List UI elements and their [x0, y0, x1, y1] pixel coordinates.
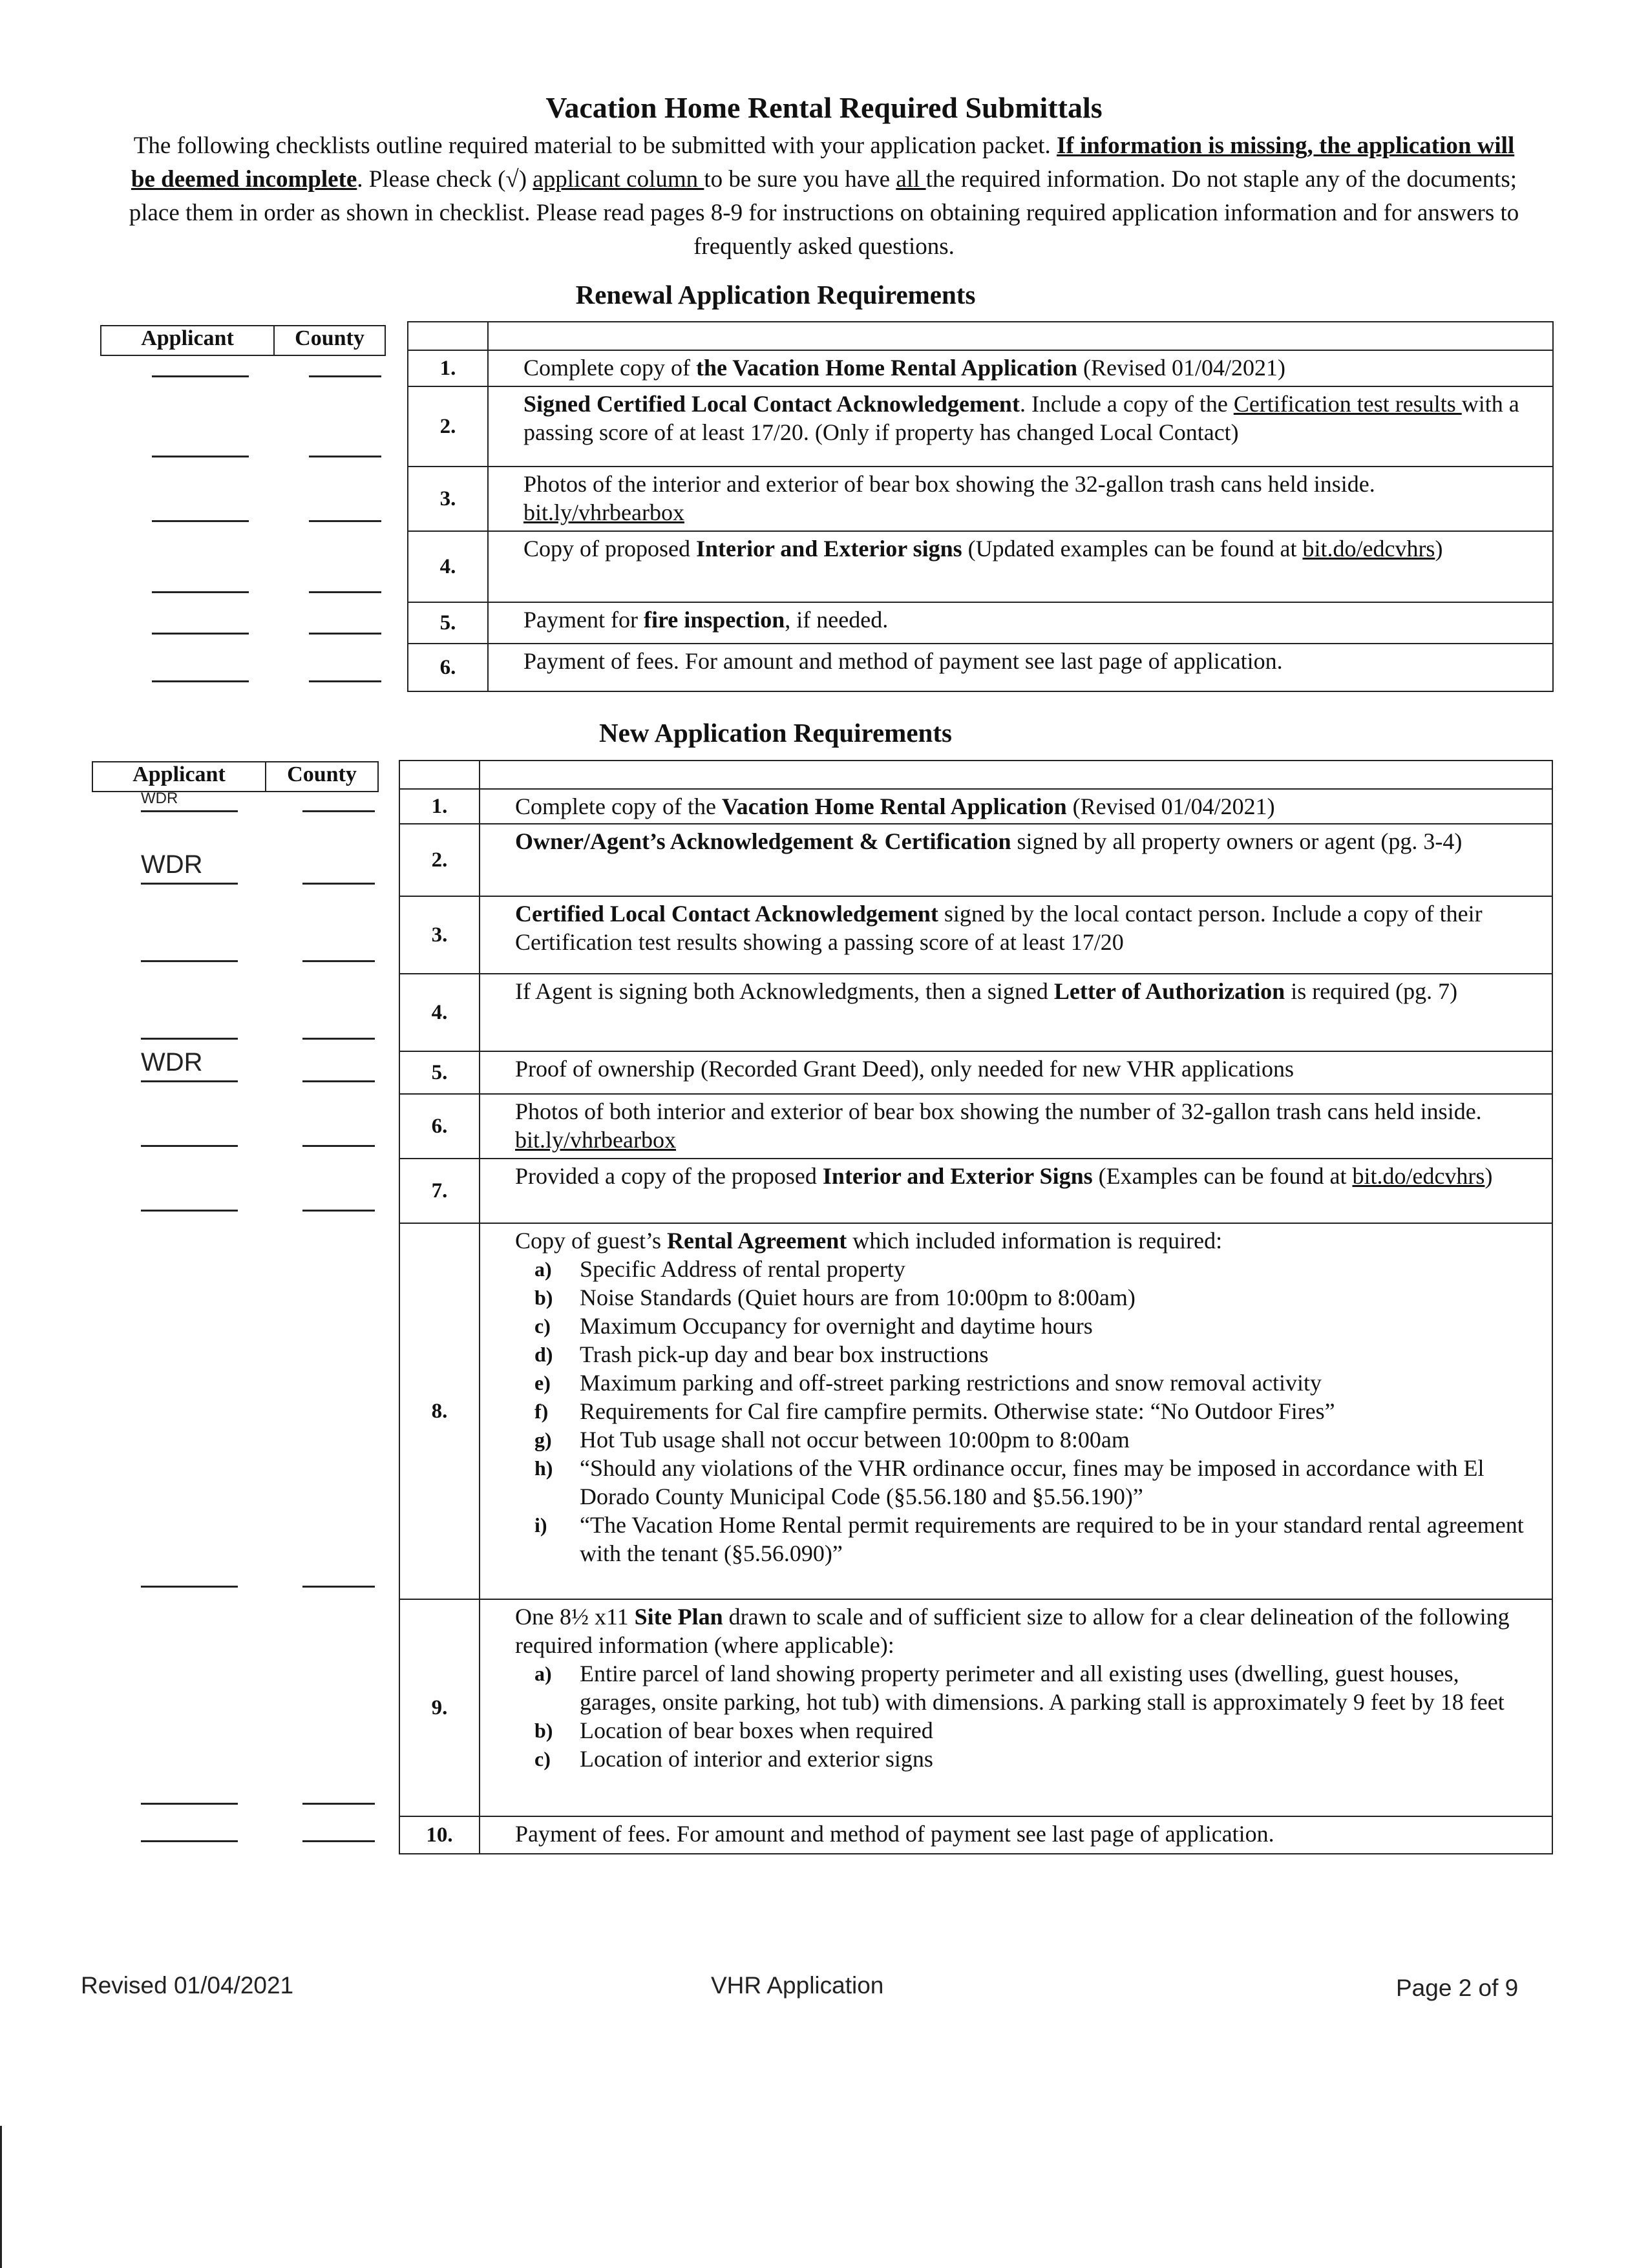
- requirement-main: [515, 1602, 1540, 1659]
- sub-item-list: [515, 1255, 1540, 1568]
- item-text: (Revised 01/04/2021): [1077, 355, 1285, 381]
- underlined-text: Certification test results: [1233, 391, 1462, 417]
- requirement-text: [480, 1816, 1552, 1854]
- requirement-main: [515, 977, 1540, 1005]
- requirement-main: [515, 1820, 1540, 1848]
- item-text: If Agent is signing both Acknowledgments, then a signed: [515, 978, 1054, 1004]
- requirement-main: [523, 605, 1541, 634]
- applicant-check-mark: WDR: [141, 1048, 203, 1076]
- new-column-header: [92, 761, 379, 792]
- county-check-blank[interactable]: [302, 1840, 375, 1842]
- item-text: ): [1435, 536, 1443, 562]
- table-row: [399, 1159, 1552, 1223]
- bold-text: Certified Local Contact Acknowledgement: [515, 901, 938, 927]
- bold-text: Rental Agreement: [667, 1228, 847, 1254]
- county-check-blank[interactable]: [302, 1038, 375, 1040]
- item-text: which included information is required:: [847, 1228, 1223, 1254]
- applicant-check-mark: WDR: [141, 850, 203, 879]
- county-check-blank[interactable]: [309, 456, 381, 457]
- county-column-label: County: [287, 762, 357, 786]
- item-text: (Revised 01/04/2021): [1066, 793, 1275, 819]
- sub-item: [534, 1255, 1540, 1283]
- item-number: 5.: [408, 602, 488, 644]
- item-number: 3.: [408, 467, 488, 531]
- renewal-section-title: Renewal Application Requirements: [575, 280, 976, 310]
- item-text: with a passing score of at least 17/20. (Only if property has changed Local Contact): [523, 391, 1519, 445]
- county-check-blank[interactable]: [302, 1210, 375, 1212]
- county-check-blank[interactable]: [302, 1145, 375, 1147]
- bold-text: Vacation Home Rental Application: [721, 793, 1067, 819]
- sub-item-letter: g): [534, 1428, 552, 1451]
- item-text: Payment of fees. For amount and method of payment see last page of application.: [515, 1821, 1274, 1847]
- applicant-check-blank[interactable]: [141, 1145, 238, 1147]
- sub-item: [534, 1511, 1540, 1568]
- item-number: 2.: [408, 386, 488, 467]
- sub-item-text: “Should any violations of the VHR ordinance occur, fines may be imposed in accordance with El Dorado County Municipal Code (§5.56.180 and §5.56.190)”: [580, 1455, 1484, 1509]
- text-header-cell: [488, 322, 1553, 350]
- applicant-column-label: Applicant: [93, 762, 266, 791]
- item-text: One 8½ x11: [515, 1604, 635, 1630]
- applicant-check-mark: WDR: [141, 790, 178, 807]
- requirement-text: [480, 1159, 1552, 1223]
- intro-text-1: The following checklists outline required material to be submitted with your application packet.: [133, 132, 1057, 159]
- requirement-main: [523, 390, 1541, 446]
- requirement-text: [488, 531, 1553, 602]
- item-text: Complete copy of the: [515, 793, 722, 819]
- county-check-blank[interactable]: [302, 1080, 375, 1082]
- applicant-check-blank[interactable]: [141, 1210, 238, 1212]
- underlined-text: bit.do/edcvhrs: [1302, 536, 1435, 562]
- item-number: 7.: [399, 1159, 480, 1223]
- item-number: 5.: [399, 1051, 480, 1094]
- sub-item-letter: a): [534, 1257, 552, 1281]
- item-text: signed by all property owners or agent (pg. 3-4): [1011, 828, 1463, 854]
- applicant-check-blank[interactable]: [141, 1080, 238, 1082]
- bold-text: the Vacation Home Rental Application: [695, 355, 1077, 381]
- renewal-column-header: [100, 325, 386, 356]
- table-header-row: [399, 761, 1552, 789]
- intro-underline-applicant: applicant column: [533, 166, 704, 193]
- item-text: (Updated examples can be found at: [962, 536, 1303, 562]
- sub-item: [534, 1425, 1540, 1454]
- applicant-column-label: Applicant: [101, 326, 275, 355]
- applicant-check-blank[interactable]: [141, 1840, 238, 1842]
- bold-text: Signed Certified Local Contact Acknowledgement: [523, 391, 1020, 417]
- item-number: 1.: [408, 350, 488, 386]
- sub-item-list: [515, 1659, 1540, 1773]
- requirement-main: [523, 534, 1541, 563]
- table-row: [408, 531, 1553, 602]
- item-text: Photos of the interior and exterior of bear box showing the 32-gallon trash cans held inside.: [523, 471, 1375, 497]
- intro-text-2: . Please check (√): [357, 166, 533, 193]
- county-check-blank[interactable]: [309, 633, 381, 635]
- sub-item-letter: c): [534, 1314, 551, 1338]
- item-text: Provided a copy of the proposed: [515, 1163, 823, 1189]
- bold-text: Site Plan: [634, 1604, 723, 1630]
- requirement-text: [480, 1051, 1552, 1094]
- table-row: [399, 824, 1552, 896]
- sub-item: [534, 1312, 1540, 1340]
- new-section-title: New Application Requirements: [599, 718, 952, 748]
- county-check-blank[interactable]: [302, 960, 375, 962]
- table-row: [399, 1051, 1552, 1094]
- sub-item: [534, 1659, 1540, 1716]
- intro-text-4: the required information. Do not staple any of the documents; place them in order as shown in checklist. Please read pages 8-9 for instructions on obtaining required application information and for answers to frequently asked questions.: [129, 166, 1519, 260]
- applicant-check-blank[interactable]: [152, 520, 249, 522]
- footer-page-number: Page 2 of 9: [1396, 1975, 1519, 2001]
- county-check-blank[interactable]: [309, 375, 381, 377]
- requirement-main: [515, 1226, 1540, 1255]
- item-text: Proof of ownership (Recorded Grant Deed), only needed for new VHR applications: [515, 1056, 1294, 1082]
- sub-item-letter: c): [534, 1747, 551, 1770]
- requirement-text: [480, 824, 1552, 896]
- applicant-check-blank[interactable]: [152, 591, 249, 593]
- bold-text: Owner/Agent’s Acknowledgement & Certification: [515, 828, 1011, 854]
- county-check-blank[interactable]: [302, 883, 375, 885]
- requirement-main: [523, 470, 1541, 527]
- item-text: Photos of both interior and exterior of bear box showing the number of 32-gallon trash cans held inside.: [515, 1098, 1482, 1124]
- table-row: [408, 602, 1553, 644]
- applicant-check-blank[interactable]: [152, 375, 249, 377]
- applicant-check-blank[interactable]: [141, 810, 238, 812]
- table-row: [408, 350, 1553, 386]
- requirement-text: [480, 896, 1552, 974]
- sub-item-text: Entire parcel of land showing property perimeter and all existing uses (dwelling, guest houses, garages, onsite parking, hot tub) with dimensions. A parking stall is approximately 9 feet by 18 feet: [580, 1661, 1505, 1715]
- requirement-text: [488, 602, 1553, 644]
- table-header-row: [408, 322, 1553, 350]
- sub-item: [534, 1454, 1540, 1511]
- sub-item: [534, 1340, 1540, 1369]
- intro-warning: If information is missing, the application will be deemed incomplete: [131, 132, 1515, 193]
- intro-underline-all: all: [896, 166, 926, 193]
- item-text: is required (pg. 7): [1285, 978, 1458, 1004]
- item-text: Payment of fees. For amount and method of payment see last page of application.: [523, 648, 1283, 674]
- item-text: Copy of proposed: [523, 536, 696, 562]
- item-text: Payment for: [523, 607, 644, 633]
- sub-item-text: Location of interior and exterior signs: [580, 1746, 933, 1772]
- sub-item-text: Maximum parking and off-street parking restrictions and snow removal activity: [580, 1370, 1322, 1396]
- table-row: [399, 1816, 1552, 1854]
- text-header-cell: [480, 761, 1552, 789]
- item-text: drawn to scale and of sufficient size to allow for a clear delineation of the following required information (where applicable):: [515, 1604, 1510, 1658]
- item-number: 10.: [399, 1816, 480, 1854]
- sub-item-letter: b): [534, 1286, 553, 1309]
- item-text: Copy of guest’s: [515, 1228, 668, 1254]
- requirement-text: [480, 789, 1552, 824]
- item-number: 9.: [399, 1599, 480, 1816]
- sub-item-text: Hot Tub usage shall not occur between 10:00pm to 8:00am: [580, 1427, 1130, 1453]
- underlined-text: bit.ly/vhrbearbox: [515, 1127, 676, 1153]
- requirement-text: [480, 1599, 1552, 1816]
- county-check-blank[interactable]: [309, 520, 381, 522]
- sub-item-letter: f): [534, 1400, 549, 1423]
- item-text: ): [1484, 1163, 1493, 1189]
- item-number: 2.: [399, 824, 480, 896]
- table-row: [408, 467, 1553, 531]
- sub-item: [534, 1283, 1540, 1312]
- scan-edge-line: [0, 2126, 2, 2268]
- page-title: Vacation Home Rental Required Submittals: [545, 91, 1103, 124]
- requirement-main: [515, 827, 1540, 856]
- table-row: [399, 1223, 1552, 1599]
- item-text: , if needed.: [785, 607, 889, 633]
- sub-item: [534, 1369, 1540, 1397]
- bold-text: Interior and Exterior signs: [695, 536, 962, 562]
- table-row: [399, 896, 1552, 974]
- item-text: . Include a copy of the: [1019, 391, 1234, 417]
- requirement-text: [488, 467, 1553, 531]
- applicant-check-blank[interactable]: [141, 1586, 238, 1588]
- sub-item-letter: a): [534, 1662, 552, 1685]
- county-check-blank[interactable]: [302, 810, 375, 812]
- bold-text: Interior and Exterior Signs: [822, 1163, 1093, 1189]
- footer-revised: Revised 01/04/2021: [81, 1972, 294, 1999]
- item-number: 1.: [399, 789, 480, 824]
- intro-text-3: to be sure you have: [704, 166, 896, 193]
- sub-item-text: Trash pick-up day and bear box instructions: [580, 1341, 989, 1367]
- underlined-text: bit.ly/vhrbearbox: [523, 499, 684, 525]
- requirement-main: [523, 353, 1541, 382]
- num-header-cell: [399, 761, 480, 789]
- item-text: (Examples can be found at: [1092, 1163, 1353, 1189]
- sub-item-text: “The Vacation Home Rental permit requirements are required to be in your standard rental agreement with the tenant (§5.56.090)”: [580, 1512, 1524, 1566]
- applicant-check-blank[interactable]: [141, 1038, 238, 1040]
- requirement-text: [480, 1223, 1552, 1599]
- table-row: [399, 1599, 1552, 1816]
- county-check-blank[interactable]: [302, 1803, 375, 1805]
- table-row: [399, 789, 1552, 824]
- sub-item-letter: d): [534, 1343, 553, 1366]
- county-check-blank[interactable]: [302, 1586, 375, 1588]
- county-check-blank[interactable]: [309, 591, 381, 593]
- table-row: [399, 974, 1552, 1051]
- sub-item: [534, 1397, 1540, 1425]
- item-text: signed by the local contact person. Include a copy of their Certification test results showing a passing score of at least 17/20: [515, 901, 1483, 955]
- footer-title: VHR Application: [711, 1972, 884, 1999]
- sub-item-letter: e): [534, 1371, 551, 1394]
- requirement-text: [488, 644, 1553, 691]
- bold-text: fire inspection: [643, 607, 785, 633]
- requirement-main: [515, 1097, 1540, 1154]
- requirement-main: [515, 1055, 1540, 1083]
- sub-item-letter: i): [534, 1513, 547, 1537]
- sub-item-letter: h): [534, 1456, 553, 1480]
- sub-item-text: Noise Standards (Quiet hours are from 10:00pm to 8:00am): [580, 1285, 1136, 1310]
- item-number: 4.: [408, 531, 488, 602]
- renewal-checklist-table: [407, 321, 1554, 692]
- bold-text: Letter of Authorization: [1053, 978, 1285, 1004]
- item-number: 4.: [399, 974, 480, 1051]
- applicant-check-blank[interactable]: [141, 960, 238, 962]
- applicant-check-blank[interactable]: [141, 883, 238, 885]
- requirement-main: [515, 899, 1540, 956]
- num-header-cell: [408, 322, 488, 350]
- requirement-text: [480, 974, 1552, 1051]
- sub-item-letter: b): [534, 1719, 553, 1742]
- applicant-check-blank[interactable]: [152, 633, 249, 635]
- applicant-check-blank[interactable]: [152, 456, 249, 457]
- sub-item: [534, 1716, 1540, 1745]
- new-checklist-table: [399, 760, 1553, 1854]
- table-row: [408, 644, 1553, 691]
- requirement-text: [488, 350, 1553, 386]
- item-number: 6.: [408, 644, 488, 691]
- table-row: [408, 386, 1553, 467]
- sub-item-text: Location of bear boxes when required: [580, 1717, 933, 1743]
- underlined-text: bit.do/edcvhrs: [1352, 1163, 1485, 1189]
- item-text: Complete copy of: [523, 355, 696, 381]
- requirement-text: [480, 1094, 1552, 1159]
- county-column-label: County: [295, 326, 364, 350]
- applicant-check-blank[interactable]: [141, 1803, 238, 1805]
- sub-item-text: Requirements for Cal fire campfire permits. Otherwise state: “No Outdoor Fires”: [580, 1398, 1335, 1424]
- item-number: 6.: [399, 1094, 480, 1159]
- requirement-text: [488, 386, 1553, 467]
- table-row: [399, 1094, 1552, 1159]
- county-check-blank[interactable]: [309, 680, 381, 682]
- intro-paragraph: [123, 129, 1525, 264]
- item-number: 3.: [399, 896, 480, 974]
- sub-item-text: Maximum Occupancy for overnight and daytime hours: [580, 1313, 1093, 1339]
- item-number: 8.: [399, 1223, 480, 1599]
- requirement-main: [523, 647, 1541, 675]
- sub-item: [534, 1745, 1540, 1773]
- requirement-main: [515, 1162, 1540, 1190]
- applicant-check-blank[interactable]: [152, 680, 249, 682]
- requirement-main: [515, 792, 1540, 821]
- sub-item-text: Specific Address of rental property: [580, 1256, 905, 1282]
